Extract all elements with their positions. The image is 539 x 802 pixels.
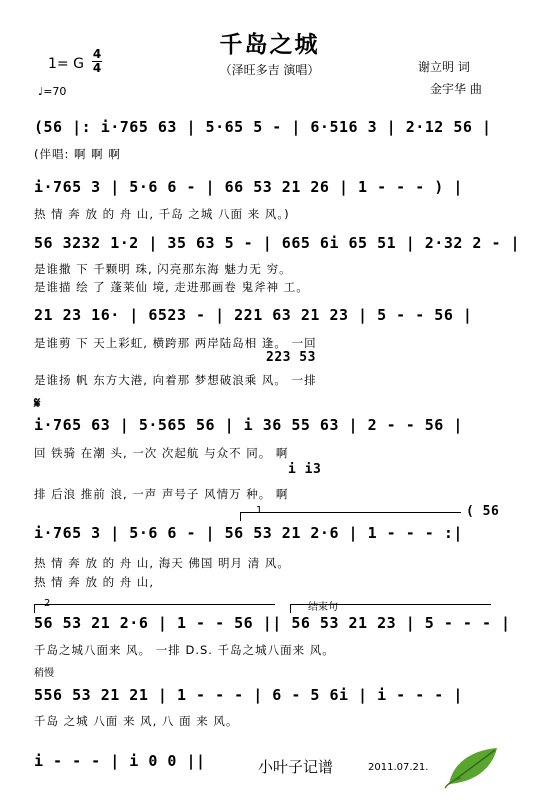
pickup-notes: ( 56 [466, 504, 500, 519]
transcription-date: 2011.07.21. [368, 762, 429, 773]
ending-label: 结束句 [308, 602, 338, 613]
notation-row-8: 556 53 21 21 | 1 - - - | 6 - 5 6i | i - - - | [34, 686, 463, 704]
time-signature [92, 48, 102, 75]
tempo-change-marking: 稍慢 [34, 668, 54, 679]
song-subtitle: （泽旺多吉 演唱） [219, 63, 320, 77]
lyric-row-4a: 是谁剪 下 天上彩虹, 横跨那 两岸陆岛相 逢。 一回 [34, 336, 317, 350]
lyric-row-3b: 是谁描 绘 了 蓬莱仙 境, 走进那画卷 鬼斧神 工。 [34, 280, 309, 294]
composer-credit: 金宇华 曲 [430, 82, 482, 96]
alt-notation-row-4: 223 53 [266, 350, 316, 365]
lyric-row-5a: 回 铁骑 在潮 头, 一次 次起航 与众不 同。 啊 [34, 446, 289, 460]
segno-sign: 𝄋 [34, 394, 41, 412]
lyric-row-6b: 热 情 奔 放 的 舟 山, [34, 575, 155, 589]
volta-bracket-1 [240, 512, 461, 521]
transcriber-signature: 小叶子记谱 [258, 758, 334, 776]
lyric-row-5b: 排 后浪 推前 浪, 一声 声号子 风情万 种。 啊 [34, 487, 289, 501]
lyric-row-3a: 是谁撒 下 千颗明 珠, 闪亮那东海 魅力无 穷。 [34, 262, 292, 276]
notation-row-5: i·765 63 | 5·565 56 | i 36 55 63 | 2 - - 56 | [34, 416, 463, 434]
notation-row-4: 21 23 16· | 6523 - | 221 63 21 23 | 5 - - 56 | [34, 306, 473, 324]
notation-row-6: i·765 3 | 5·6 6 - | 56 53 21 2·6 | 1 - - - :| [34, 524, 463, 542]
meter-bottom: 4 [92, 61, 102, 75]
notation-row-9: i - - - | i 0 0 || [34, 752, 206, 770]
lyric-row-2: 热 情 奔 放 的 舟 山, 千岛 之城 八面 来 风。) [34, 207, 290, 221]
lyric-row-8: 千岛 之城 八面 来 风, 八 面 来 风。 [34, 714, 239, 728]
key-signature: 1= G [48, 56, 84, 72]
lyricist-credit: 谢立明 词 [418, 60, 470, 74]
volta-label-1: 1 [256, 505, 263, 516]
tempo-marking: ♩=70 [38, 85, 67, 98]
notation-row-7: 56 53 21 2·6 | 1 - - 56 || 56 53 21 23 | 5 - - - | [34, 614, 511, 632]
meter-top: 4 [92, 47, 102, 61]
song-title: 千岛之城 [219, 32, 320, 58]
leaf-icon [443, 742, 503, 792]
alt-notation-row-5: i i3 [288, 462, 322, 477]
notation-row-1: (56 |: i·765 63 | 5·65 5 - | 6·516 3 | 2·12 56 | [34, 118, 492, 136]
notation-row-2: i·765 3 | 5·6 6 - | 66 53 21 26 | 1 - - - ) | [34, 178, 463, 196]
volta-bracket-2 [34, 604, 275, 613]
volta-label-2: 2 [44, 598, 51, 609]
lyric-row-1: (伴唱: 啊 啊 啊 [34, 147, 121, 161]
lyric-row-7: 千岛之城八面来 风。 一排 D.S. 千岛之城八面来 风。 [34, 643, 335, 657]
lyric-row-4b: 是谁扬 帆 东方大港, 向着那 梦想破浪乘 风。 一排 [34, 373, 317, 387]
lyric-row-6a: 热 情 奔 放 的 舟 山, 海天 佛国 明月 清 风。 [34, 556, 290, 570]
notation-row-3: 56 3232 1·2 | 35 63 5 - | 665 6i 65 51 | 2·32 2 - | [34, 234, 521, 252]
